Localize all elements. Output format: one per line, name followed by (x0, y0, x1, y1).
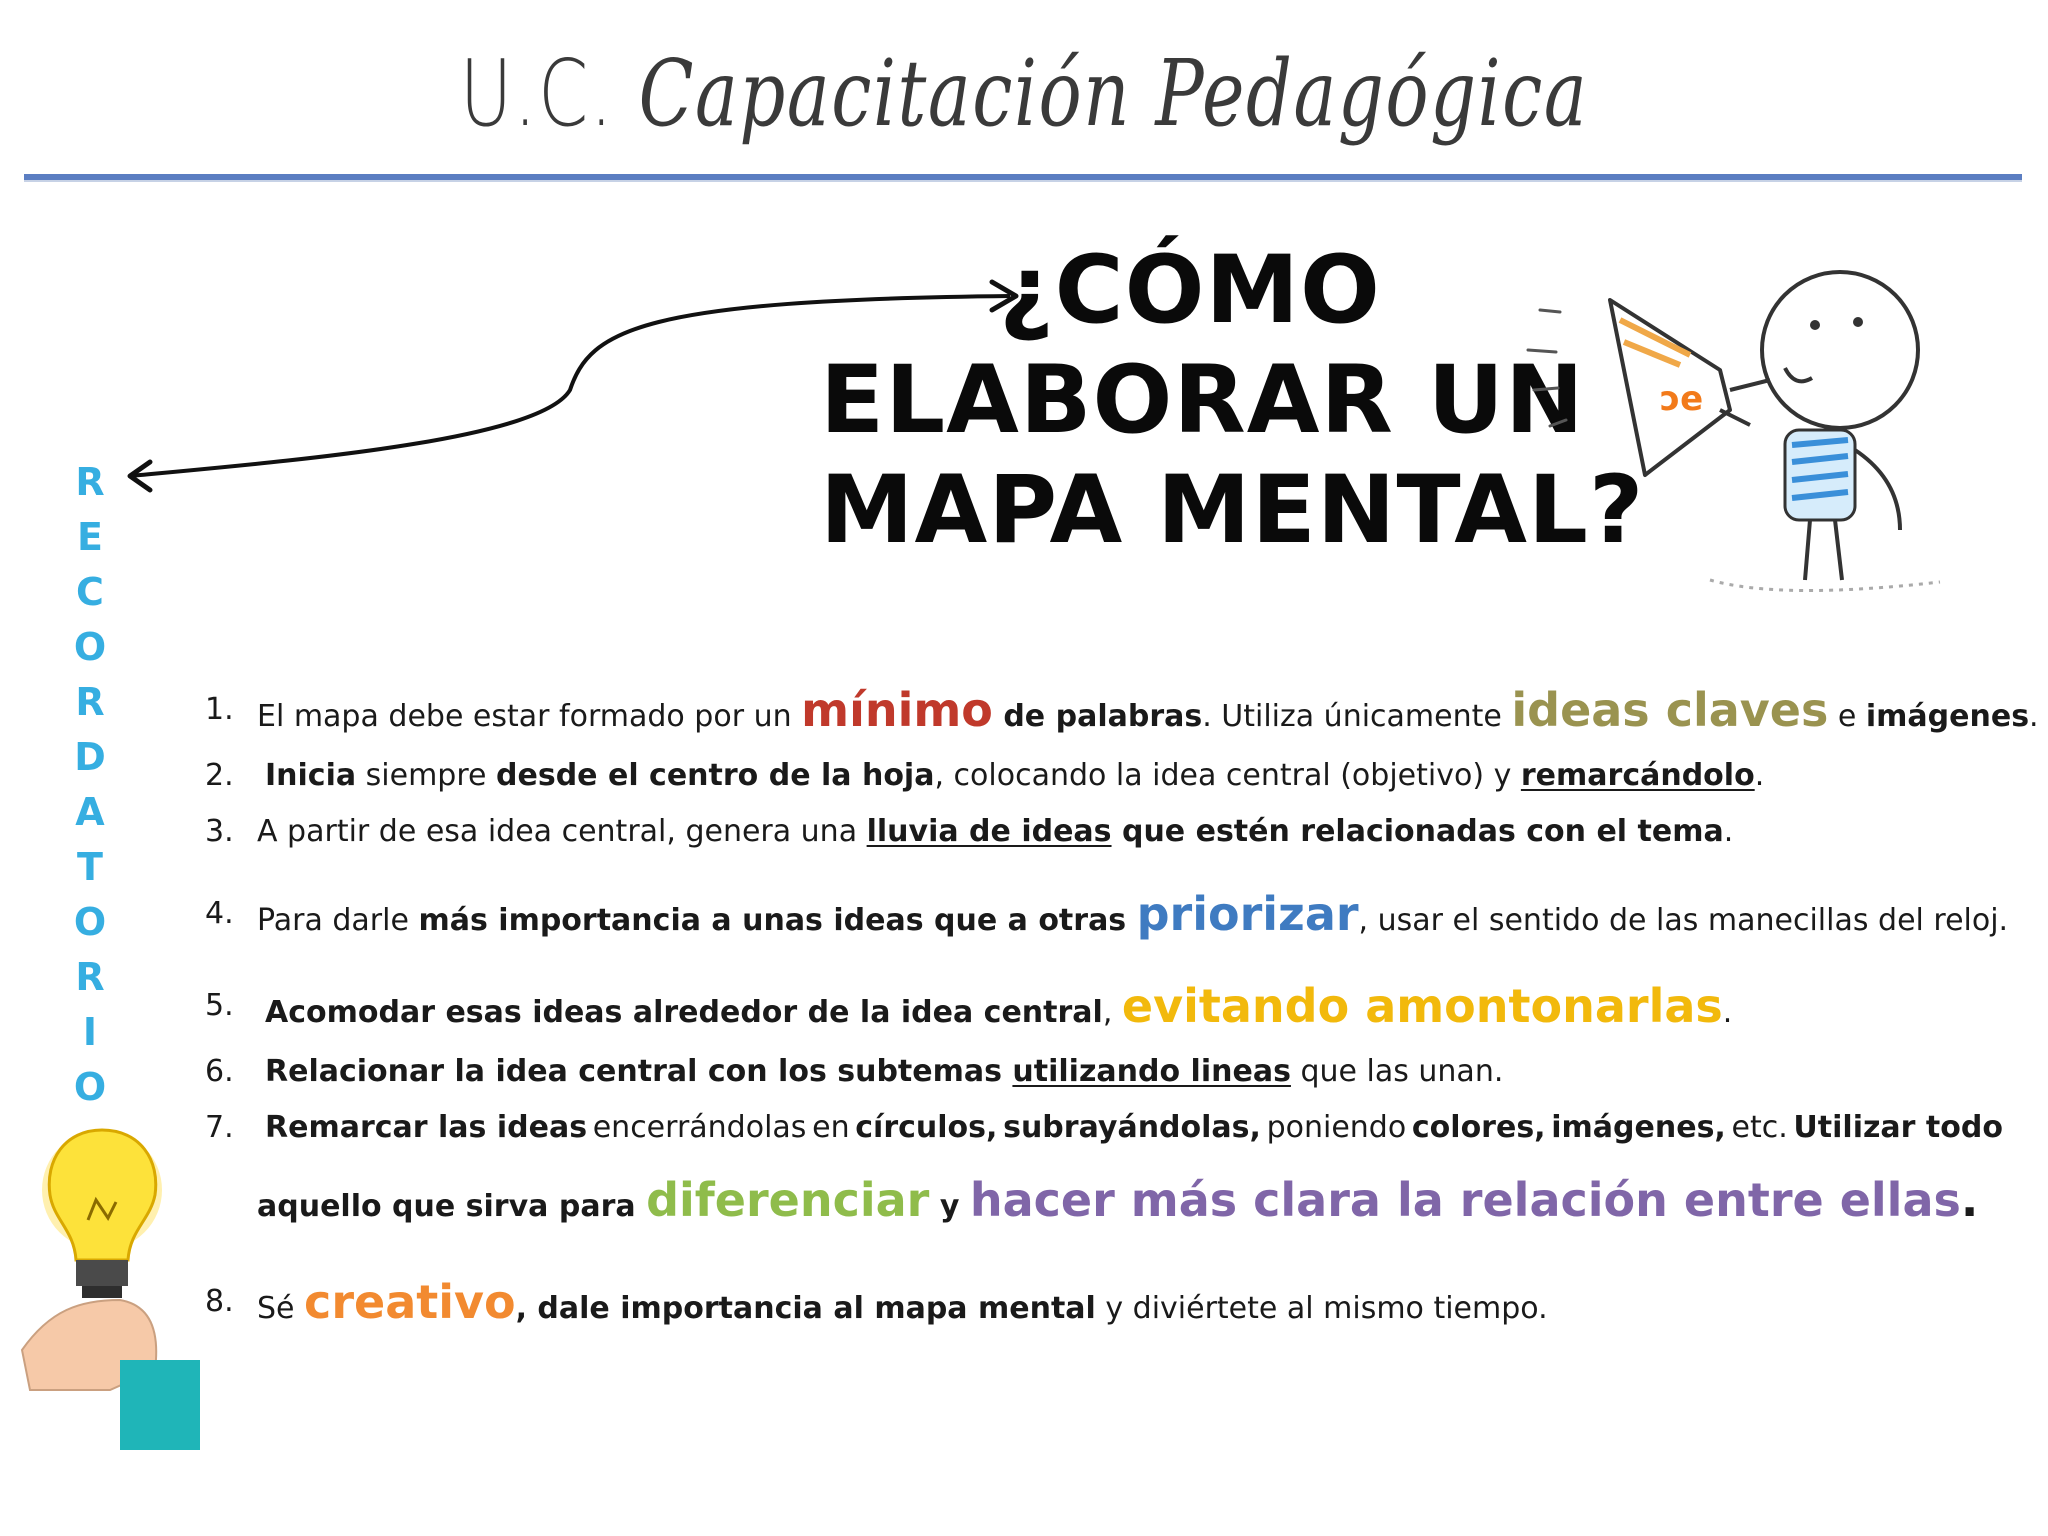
item-bold-underlined: utilizando lineas (1012, 1054, 1291, 1089)
item-bold-underlined: lluvia de ideas (866, 814, 1112, 849)
item-number: 3. (205, 814, 234, 849)
item-bold: colores, (1411, 1110, 1546, 1145)
sidebar-letter: O (73, 900, 107, 944)
highlight-relacion: hacer más clara la relación entre ellas (969, 1173, 1961, 1227)
sidebar-letter: I (82, 1010, 98, 1054)
item-number: 8. (205, 1284, 234, 1319)
item-bold: y (929, 1189, 970, 1224)
item-text: poniendo (1266, 1110, 1407, 1145)
item-text: , usar el sentido de las manecillas del reloj. (1358, 903, 2009, 938)
item-bold: Acomodar esas ideas alrededor de la idea central (265, 995, 1103, 1030)
sidebar-letter: O (73, 1065, 107, 1109)
megaphone-stick-figure-icon (1520, 250, 1970, 610)
sidebar-letter: E (77, 515, 103, 559)
item-number: 7. (205, 1110, 234, 1145)
item-text: El mapa debe estar formado por un (257, 699, 802, 734)
item-bold: que estén relacionadas con el tema (1111, 814, 1724, 849)
lightbulb-hand-icon (10, 1110, 210, 1450)
header-prefix: U.C. (459, 40, 615, 147)
item-text: . (1960, 1173, 1979, 1227)
sidebar-letter: A (75, 790, 105, 834)
highlight-ideas-claves: ideas claves (1511, 683, 1829, 737)
item-bold: círculos, (855, 1110, 998, 1145)
item-bold: desde el centro de la hoja (496, 758, 935, 793)
item-bold: aquello que sirva para (257, 1189, 647, 1224)
highlight-evitando-amontonarlas: evitando amontonarlas (1121, 979, 1723, 1033)
item-bold: Relacionar la idea central con los subtemas (265, 1054, 1013, 1089)
item-number: 5. (205, 988, 234, 1023)
item-bold: imágenes (1865, 699, 2030, 734)
highlight-minimo: mínimo (801, 683, 993, 737)
item-text: que las unan. (1290, 1054, 1504, 1089)
highlight-creativo: creativo (304, 1275, 516, 1329)
main-title (820, 236, 1645, 566)
item-text: e (1828, 699, 1866, 734)
item-bold: subrayándolas, (1003, 1110, 1261, 1145)
item-number: 6. (205, 1054, 234, 1089)
item-bold: Utilizar todo (1793, 1110, 2003, 1145)
item-text: , colocando la idea central (objetivo) y (934, 758, 1521, 793)
item-bold: Remarcar las ideas (265, 1110, 588, 1145)
sidebar-letter: R (75, 460, 105, 504)
item-bold: de palabras (992, 699, 1203, 734)
item-number: 2. (205, 758, 234, 793)
item-text: . (1722, 995, 1733, 1030)
item-number: 1. (205, 692, 234, 727)
svg-text:ɔe: ɔe (1660, 379, 1704, 419)
highlight-priorizar: priorizar (1136, 887, 1359, 941)
item-bold: , dale importancia al mapa mental (515, 1291, 1096, 1326)
item-text: etc. (1731, 1110, 1788, 1145)
sidebar-letter: R (75, 680, 105, 724)
main-title-line3: MAPA MENTAL? (820, 456, 1645, 565)
item-bold-underlined: remarcándolo (1520, 758, 1755, 793)
item-text: , (1102, 995, 1122, 1030)
item-number: 4. (205, 896, 234, 931)
item-text: y diviértete al mismo tiempo. (1095, 1291, 1548, 1326)
item-bold: Inicia (265, 758, 357, 793)
item-text: en (812, 1110, 850, 1145)
item-text: encerrándolas (592, 1110, 807, 1145)
item7-line1 (265, 1108, 2003, 1148)
header-main: Capacitación Pedagógica (638, 40, 1589, 147)
item-text: . (1723, 814, 1734, 849)
main-title-line1: ¿CÓMO (999, 236, 1381, 345)
item-text: . (1754, 758, 1765, 793)
sidebar-letter: D (74, 735, 106, 779)
main-title-line2: ELABORAR UN (820, 346, 1585, 455)
item-bold: más importancia a unas ideas que a otras (418, 903, 1137, 938)
sidebar-letter: C (76, 570, 104, 614)
highlight-diferenciar: diferenciar (646, 1173, 930, 1227)
item-text: . Utiliza únicamente (1202, 699, 1512, 734)
item-text: Sé (257, 1291, 305, 1326)
item-text: siempre (356, 758, 497, 793)
sidebar-vertical-word (62, 455, 118, 1115)
sidebar-letter: O (73, 625, 107, 669)
item-bold: imágenes, (1551, 1110, 1726, 1145)
item-text: A partir de esa idea central, genera una (257, 814, 867, 849)
item-text: Para darle (257, 903, 419, 938)
sidebar-letter: R (75, 955, 105, 999)
item-text: . (2029, 699, 2039, 734)
sidebar-letter: T (77, 845, 103, 889)
